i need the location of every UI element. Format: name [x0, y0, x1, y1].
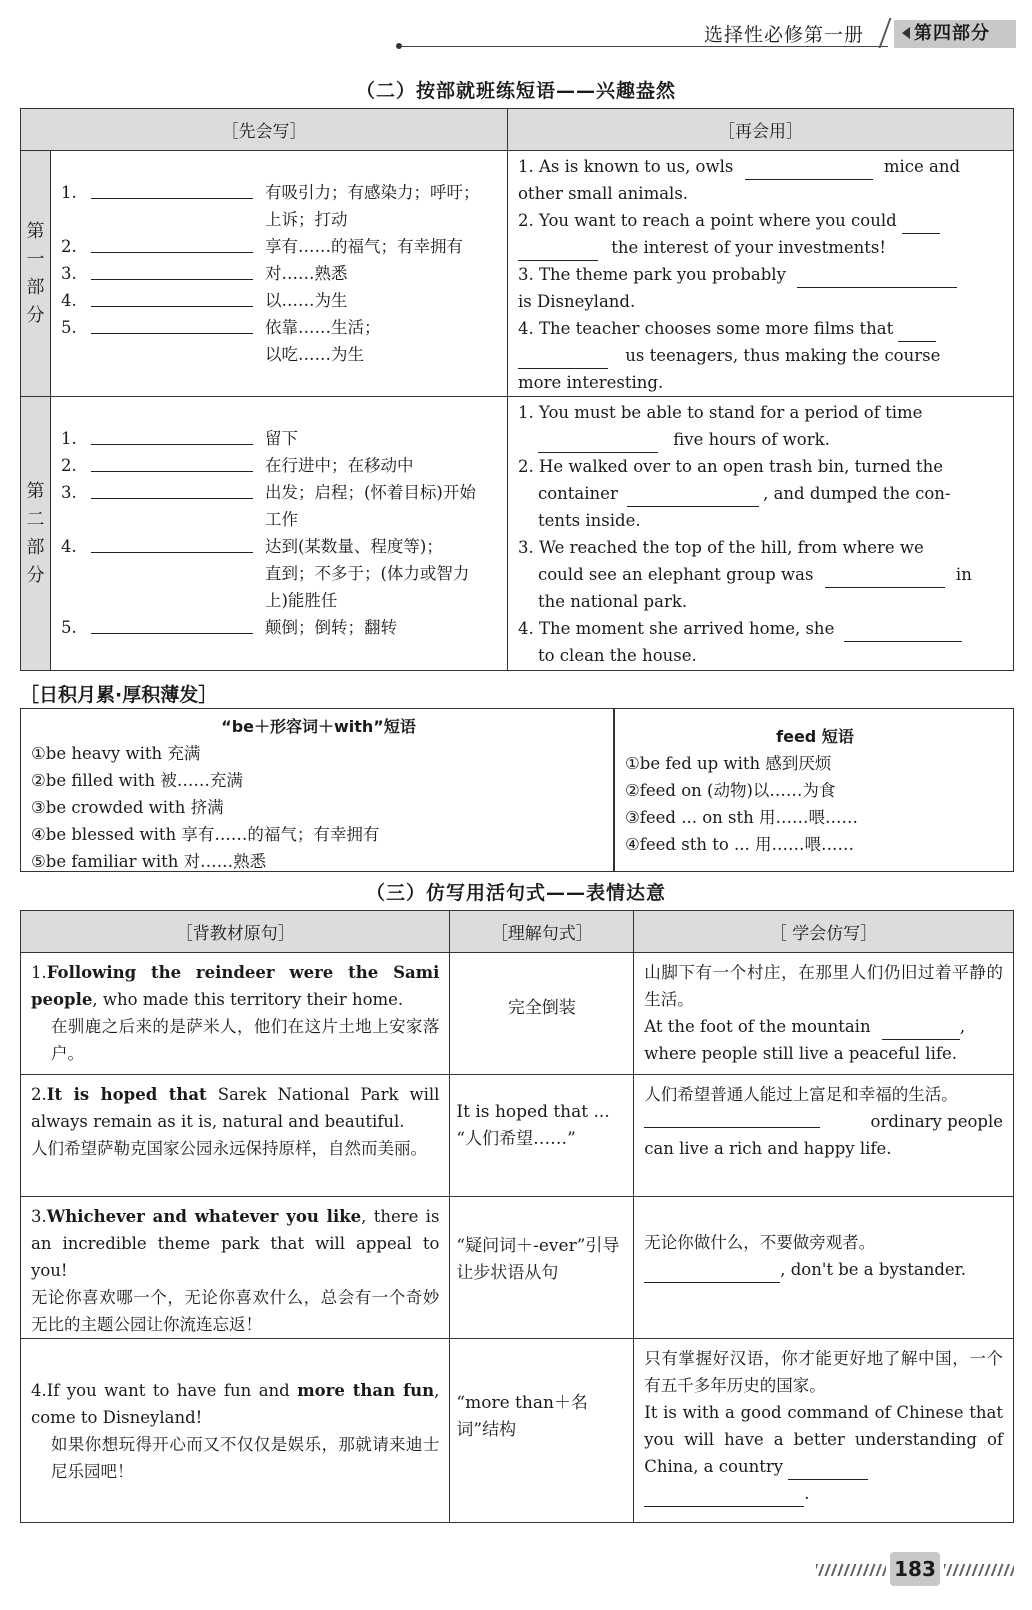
- imitate-cell: 山脚下有一个村庄，在那里人们仍旧过着平静的生活。 At the foot of the mountain , where people still live a peaceful life.: [634, 953, 1014, 1075]
- table-row: [21, 953, 1014, 1075]
- answer-blank[interactable]: [825, 568, 945, 588]
- answer-blank[interactable]: [91, 452, 253, 472]
- use-sentence-1: 1. As is known to us, owls mice and other small animals.: [518, 157, 961, 203]
- table-row: [21, 1197, 1014, 1339]
- pattern-cell: “疑问词＋-ever”引导让步状语从句: [450, 1197, 634, 1339]
- col-original-header: ［背教材原句］: [21, 911, 450, 953]
- list-item: 4. 达到(某数量、程度等)；: [61, 533, 499, 560]
- list-item: ②feed on (动物)以……为食: [625, 781, 836, 800]
- accumulate-title: ［日积月累·厚积薄发］: [20, 684, 218, 706]
- list-item-cont: 以吃……为生: [265, 345, 364, 364]
- answer-blank[interactable]: [91, 314, 253, 334]
- use-sentence-2: 2. He walked over to an open trash bin, turned the container , and dumped the con- tents inside.: [518, 457, 951, 530]
- list-item: 1. 留下: [61, 425, 499, 452]
- list-item: ①be fed up with 感到厌烦: [625, 754, 832, 773]
- accumulate-right: [625, 723, 1005, 858]
- table-row: [21, 1339, 1014, 1523]
- accumulate-left-heading: “be＋形容词＋with”短语: [221, 717, 416, 736]
- footer-hatch-left: [816, 1564, 886, 1576]
- header-book-title: 选择性必修第一册: [704, 24, 865, 46]
- imitate-cell: 人们希望普通人能过上富足和幸福的生活。 ordinary people can live a rich and happy life.: [634, 1075, 1014, 1197]
- answer-blank[interactable]: [644, 1108, 820, 1128]
- part2-label: 第 二 部 分: [21, 397, 51, 671]
- answer-blank[interactable]: [788, 1460, 868, 1480]
- list-item-cont: 直到；不多于；(体力或智力: [265, 564, 470, 583]
- list-item: ④feed sth to ... 用……喂……: [625, 835, 854, 854]
- pattern-cell: 完全倒装: [450, 953, 634, 1075]
- imitate-cell: 只有掌握好汉语，你才能更好地了解中国，一个有五千多年历史的国家。 It is with a good command of Chinese that you will have a better understanding of China, a country .: [634, 1339, 1014, 1523]
- col-pattern-header: ［理解句式］: [450, 911, 634, 953]
- list-item: 2. 享有……的福气；有幸拥有: [61, 233, 499, 260]
- list-item: ②be filled with 被……充满: [31, 771, 243, 790]
- answer-blank[interactable]: [844, 622, 962, 642]
- answer-blank[interactable]: [91, 260, 253, 280]
- header-part-label: 第四部分: [914, 23, 990, 44]
- list-item-cont: 上诉；打动: [265, 210, 348, 229]
- col-imitate-header: ［ 学会仿写］: [634, 911, 1014, 953]
- list-item: ⑤be familiar with 对……熟悉: [31, 852, 267, 871]
- answer-blank[interactable]: [627, 487, 759, 507]
- accumulate-left: [31, 713, 606, 875]
- list-item: 4. 以……为生: [61, 287, 499, 314]
- pattern-cell: It is hoped that ... “人们希望……”: [450, 1075, 634, 1197]
- section2-title: （二）按部就班练短语——兴趣盎然: [355, 80, 676, 102]
- list-item: 1. 有吸引力；有感染力；呼吁；: [61, 179, 499, 206]
- list-item: 5. 颠倒；倒转；翻转: [61, 614, 499, 641]
- part2-use-cell: [508, 397, 1014, 671]
- use-sentence-1: 1. You must be able to stand for a period of time five hours of work.: [518, 399, 1003, 453]
- original-sentence: 4.If you want to have fun and more than fun, come to Disneyland! 如果你想玩得开心而又不仅仅是娱乐，那就请来迪士尼乐园吧！: [21, 1339, 450, 1523]
- answer-blank[interactable]: [898, 322, 936, 342]
- part1-use-cell: [508, 151, 1014, 397]
- answer-blank[interactable]: [644, 1487, 804, 1507]
- use-sentence-2: 2. You want to reach a point where you could the interest of your investments!: [518, 207, 1003, 261]
- answer-blank[interactable]: [91, 233, 253, 253]
- triangle-left-icon: [902, 27, 910, 39]
- section3-title: （三）仿写用活句式——表情达意: [365, 882, 666, 904]
- original-sentence: 1.Following the reindeer were the Sami people, who made this territory their home. 在驯鹿之后来的是萨米人，他们在这片土地上安家落户。: [21, 953, 450, 1075]
- original-sentence: 3.Whichever and whatever you like, there is an incredible theme park that will appeal to you! 无论你喜欢哪一个，无论你喜欢什么，总会有一个奇妙无比的主题公园让你流连忘返！: [21, 1197, 450, 1339]
- col-write-header: ［先会写］: [21, 109, 508, 151]
- table-row: [21, 1075, 1014, 1197]
- header-part-badge: [894, 20, 1016, 48]
- answer-blank[interactable]: [902, 214, 940, 234]
- list-item: ④be blessed with 享有……的福气；有幸拥有: [31, 825, 380, 844]
- list-item: 5. 依靠……生活；: [61, 314, 499, 341]
- accumulate-box: [20, 708, 1014, 872]
- answer-blank[interactable]: [91, 287, 253, 307]
- answer-blank[interactable]: [797, 268, 957, 288]
- page-number: 183: [890, 1552, 940, 1586]
- answer-blank[interactable]: [644, 1263, 780, 1283]
- list-item: ③be crowded with 挤满: [31, 798, 224, 817]
- answer-blank[interactable]: [91, 614, 253, 634]
- answer-blank[interactable]: [538, 433, 658, 453]
- use-sentence-3: 3. The theme park you probably is Disneyland.: [518, 261, 1003, 315]
- answer-blank[interactable]: [91, 479, 253, 499]
- part2-write-cell: [51, 397, 508, 671]
- list-item: 3. 对……熟悉: [61, 260, 499, 287]
- accumulate-right-heading: feed 短语: [776, 727, 854, 746]
- original-sentence: 2.It is hoped that Sarek National Park will always remain as it is, natural and beautiful. 人们希望萨勒克国家公园永远保持原样，自然而美丽。: [21, 1075, 450, 1197]
- list-item-cont: 上)能胜任: [265, 591, 338, 610]
- list-item: ③feed ... on sth 用……喂……: [625, 808, 858, 827]
- use-sentence-3: 3. We reached the top of the hill, from where we could see an elephant group was in the national park.: [518, 538, 972, 611]
- use-sentence-4: 4. The teacher chooses some more films that us teenagers, thus making the course more interesting.: [518, 319, 941, 392]
- part1-write-cell: [51, 151, 508, 397]
- accumulate-divider: [613, 709, 615, 871]
- footer-hatch-right: [944, 1564, 1014, 1576]
- use-sentence-4: 4. The moment she arrived home, she to clean the house.: [518, 615, 1003, 669]
- header-divider: [879, 18, 892, 48]
- answer-blank[interactable]: [518, 241, 598, 261]
- imitate-cell: 无论你做什么，不要做旁观者。 , don't be a bystander.: [634, 1197, 1014, 1339]
- list-item-cont: 工作: [265, 510, 298, 529]
- list-item: 2. 在行进中；在移动中: [61, 452, 499, 479]
- pattern-cell: “more than＋名词”结构: [450, 1339, 634, 1523]
- col-use-header: ［再会用］: [508, 109, 1014, 151]
- sentence-table: [20, 910, 1014, 1523]
- answer-blank[interactable]: [518, 349, 608, 369]
- answer-blank[interactable]: [91, 179, 253, 199]
- list-item: 3. 出发；启程；(怀着目标)开始: [61, 479, 499, 506]
- answer-blank[interactable]: [91, 425, 253, 445]
- phrase-table: [20, 108, 1014, 671]
- answer-blank[interactable]: [882, 1020, 960, 1040]
- part1-label: 第 一 部 分: [21, 151, 51, 397]
- answer-blank[interactable]: [91, 533, 253, 553]
- list-item: ①be heavy with 充满: [31, 744, 201, 763]
- answer-blank[interactable]: [745, 160, 873, 180]
